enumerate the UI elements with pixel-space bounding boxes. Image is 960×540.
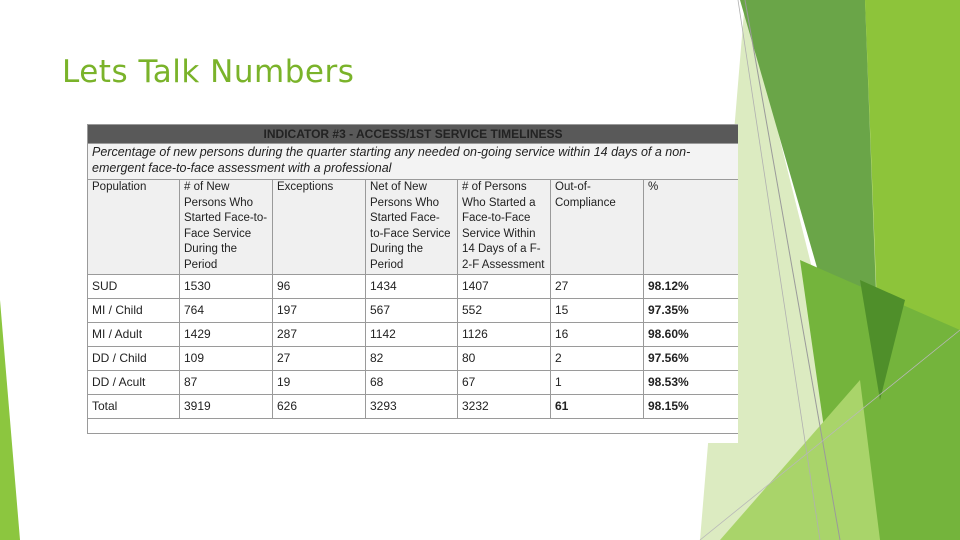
cell-percent: 98.53%: [644, 370, 739, 394]
table-description-row: [88, 144, 739, 180]
cell-exceptions: 626: [273, 394, 366, 418]
table-row: [88, 370, 739, 394]
column-header: Exceptions: [273, 180, 366, 275]
table-description: Percentage of new persons during the quarter starting any needed on-going service within 14 days of a non-emergent face-to-face assessment with a professional: [88, 144, 739, 180]
column-header: Out-of-Compliance: [551, 180, 644, 275]
cell-within-14: 552: [458, 298, 551, 322]
cell-percent: 98.12%: [644, 274, 739, 298]
indicator-table-image: [87, 124, 738, 443]
table-empty-row: [88, 418, 739, 433]
left-green-wedge: [0, 300, 20, 540]
cell-new-persons: 3919: [180, 394, 273, 418]
cell-within-14: 3232: [458, 394, 551, 418]
empty-cell: [88, 418, 739, 433]
cell-net: 567: [366, 298, 458, 322]
cell-new-persons: 109: [180, 346, 273, 370]
cell-population: DD / Child: [88, 346, 180, 370]
cell-exceptions: 27: [273, 346, 366, 370]
cell-exceptions: 197: [273, 298, 366, 322]
cell-net: 82: [366, 346, 458, 370]
cell-exceptions: 287: [273, 322, 366, 346]
cell-out-of-compliance: 2: [551, 346, 644, 370]
column-header: %: [644, 180, 739, 275]
column-header: Net of New Persons Who Started Face-to-Face Service During the Period: [366, 180, 458, 275]
cell-population: MI / Child: [88, 298, 180, 322]
cell-net: 68: [366, 370, 458, 394]
cell-population: MI / Adult: [88, 322, 180, 346]
cell-percent: 98.60%: [644, 322, 739, 346]
cell-within-14: 1126: [458, 322, 551, 346]
cell-out-of-compliance: 15: [551, 298, 644, 322]
cell-within-14: 67: [458, 370, 551, 394]
cell-new-persons: 764: [180, 298, 273, 322]
table-row: [88, 274, 739, 298]
cell-out-of-compliance: 1: [551, 370, 644, 394]
column-header: Population: [88, 180, 180, 275]
cell-within-14: 1407: [458, 274, 551, 298]
cell-within-14: 80: [458, 346, 551, 370]
cell-out-of-compliance: 27: [551, 274, 644, 298]
cell-population: Total: [88, 394, 180, 418]
cell-new-persons: 1429: [180, 322, 273, 346]
table-row: [88, 322, 739, 346]
table-title: INDICATOR #3 - ACCESS/1ST SERVICE TIMELINESS: [88, 125, 739, 144]
indicator-table: [87, 124, 738, 434]
cell-population: SUD: [88, 274, 180, 298]
table-row: [88, 298, 739, 322]
table-title-row: [88, 125, 739, 144]
cell-exceptions: 96: [273, 274, 366, 298]
cell-new-persons: 87: [180, 370, 273, 394]
table-row: [88, 346, 739, 370]
column-header-row: [88, 180, 739, 275]
cell-net: 3293: [366, 394, 458, 418]
cell-percent: 97.56%: [644, 346, 739, 370]
cell-percent: 97.35%: [644, 298, 739, 322]
cell-out-of-compliance: 61: [551, 394, 644, 418]
column-header: # of Persons Who Started a Face-to-Face Service Within 14 Days of a F-2-F Assessment: [458, 180, 551, 275]
cell-new-persons: 1530: [180, 274, 273, 298]
table-row-total: [88, 394, 739, 418]
cell-net: 1142: [366, 322, 458, 346]
page-title: Lets Talk Numbers: [62, 54, 355, 90]
cell-percent: 98.15%: [644, 394, 739, 418]
column-header: # of New Persons Who Started Face-to-Face Service During the Period: [180, 180, 273, 275]
cell-net: 1434: [366, 274, 458, 298]
cell-out-of-compliance: 16: [551, 322, 644, 346]
cell-exceptions: 19: [273, 370, 366, 394]
cell-population: DD / Acult: [88, 370, 180, 394]
